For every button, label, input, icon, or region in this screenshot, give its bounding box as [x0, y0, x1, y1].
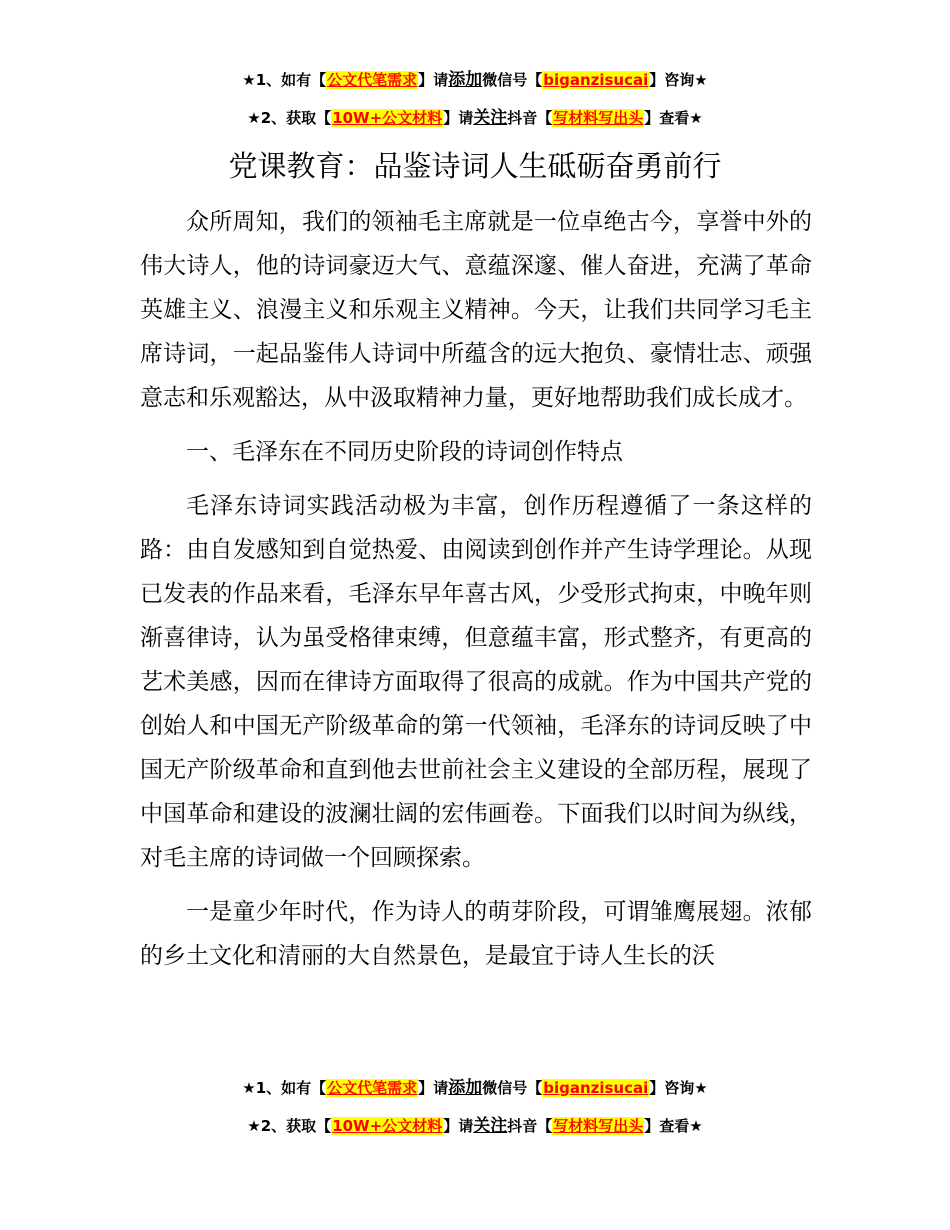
promo-emphasis: 关注 — [473, 1116, 508, 1136]
footer-promo-line-2 — [0, 1116, 950, 1136]
promo-text: 抖音【 — [507, 1117, 553, 1135]
promo-suffix: 】查看★ — [644, 109, 703, 127]
promo-text: 】请 — [443, 1117, 474, 1135]
promo-text: 】请 — [418, 1079, 449, 1097]
promo-prefix: ★2、获取【 — [247, 1117, 332, 1135]
promo-douyin-id: 写材料写出头 — [553, 1117, 644, 1135]
promo-highlight: 公文代笔需求 — [327, 1079, 418, 1097]
promo-text: 】请 — [443, 109, 474, 127]
promo-suffix: 】咨询★ — [649, 1079, 708, 1097]
promo-suffix: 】查看★ — [644, 1117, 703, 1135]
promo-text: 】请 — [418, 71, 449, 89]
promo-wechat-id: biganzisucai — [543, 71, 649, 89]
promo-douyin-id: 写材料写出头 — [553, 109, 644, 127]
promo-highlight: 10W+公文材料 — [332, 1117, 443, 1135]
promo-text: 微信号【 — [482, 1079, 543, 1097]
document-title: 党课教育：品鉴诗词人生砥砺奋勇前行 — [228, 149, 722, 183]
promo-suffix: 】咨询★ — [649, 71, 708, 89]
promo-emphasis: 关注 — [473, 108, 508, 128]
document-body — [140, 200, 812, 978]
body-paragraph: 毛泽东诗词实践活动极为丰富，创作历程遵循了一条这样的路：由自发感知到自觉热爱、由阅读到创作并产生诗学理论。从现已发表的作品来看，毛泽东早年喜古风，少受形式拘束，中晚年则渐喜律诗，认为虽受格律束缚，但意蕴丰富，形式整齐，有更高的艺术美感，因而在律诗方面取得了很高的成就。作为中国共产党的创始人和中国无产阶级革命的第一代领袖，毛泽东的诗词反映了中国无产阶级革命和直到他去世前社会主义建设的全部历程，展现了中国革命和建设的波澜壮阔的宏伟画卷。下面我们以时间为纵线，对毛主席的诗词做一个回顾探索。 — [140, 493, 812, 871]
promo-prefix: ★1、如有【 — [242, 1079, 327, 1097]
header-promo-line-1 — [0, 70, 950, 90]
promo-emphasis: 添加 — [448, 70, 483, 90]
section-heading: 一、毛泽东在不同历史阶段的诗词创作特点 — [186, 439, 623, 465]
body-paragraph: 一是童少年时代，作为诗人的萌芽阶段，可谓雏鹰展翅。浓郁的乡土文化和清丽的大自然景色，是最宜于诗人生长的沃 — [140, 899, 812, 969]
promo-emphasis: 添加 — [448, 1078, 483, 1098]
promo-text: 微信号【 — [482, 71, 543, 89]
header-promo-line-2 — [0, 108, 950, 128]
promo-highlight: 10W+公文材料 — [332, 109, 443, 127]
promo-prefix: ★2、获取【 — [247, 109, 332, 127]
promo-highlight: 公文代笔需求 — [327, 71, 418, 89]
promo-prefix: ★1、如有【 — [242, 71, 327, 89]
footer-promo-line-1 — [0, 1078, 950, 1098]
promo-text: 抖音【 — [507, 109, 553, 127]
promo-wechat-id: biganzisucai — [543, 1079, 649, 1097]
body-paragraph: 众所周知，我们的领袖毛主席就是一位卓绝古今，享誉中外的伟大诗人，他的诗词豪迈大气、意蕴深邃、催人奋进，充满了革命英雄主义、浪漫主义和乐观主义精神。今天，让我们共同学习毛主席诗词，一起品鉴伟人诗词中所蕴含的远大抱负、豪情壮志、顽强意志和乐观豁达，从中汲取精神力量，更好地帮助我们成长成才。 — [140, 209, 812, 411]
